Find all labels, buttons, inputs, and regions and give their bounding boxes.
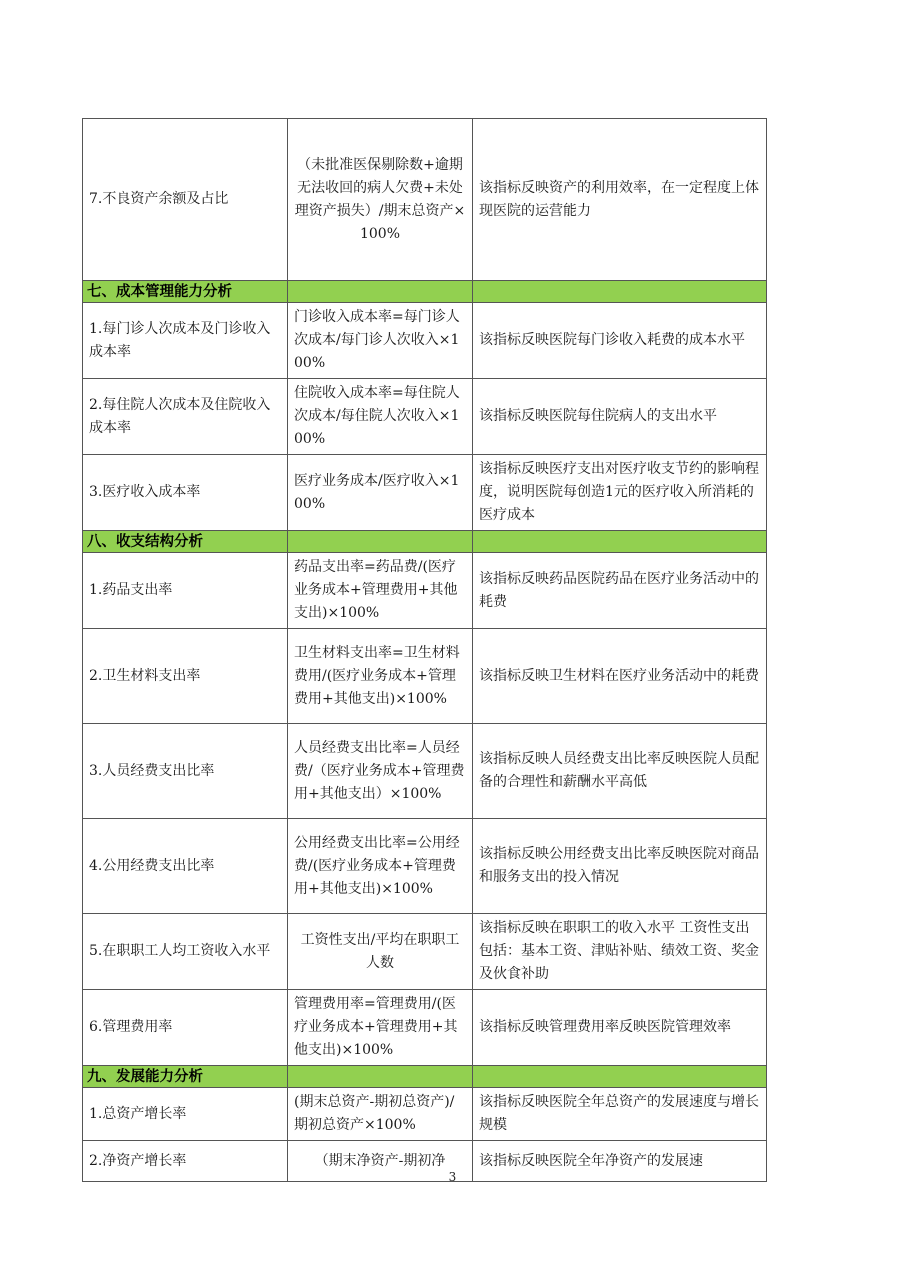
indicator-description: 该指标反映人员经费支出比率反映医院人员配备的合理性和薪酬水平高低 xyxy=(473,724,767,819)
indicator-formula: （期末净资产-期初净 xyxy=(288,1141,473,1182)
indicator-description: 该指标反映医院每住院病人的支出水平 xyxy=(473,379,767,455)
table-row xyxy=(83,119,767,281)
section-title: 九、发展能力分析 xyxy=(83,1066,288,1088)
indicator-formula: 门诊收入成本率=每门诊人次成本/每门诊人次收入×100% xyxy=(288,303,473,379)
table-row xyxy=(83,553,767,629)
indicator-description: 该指标反映药品医院药品在医疗业务活动中的耗费 xyxy=(473,553,767,629)
indicator-description: 该指标反映公用经费支出比率反映医院对商品和服务支出的投入情况 xyxy=(473,819,767,914)
section-empty-cell xyxy=(473,281,767,303)
indicator-description: 该指标反映医院全年总资产的发展速度与增长规模 xyxy=(473,1088,767,1141)
table-row xyxy=(83,819,767,914)
indicator-name: 2.净资产增长率 xyxy=(83,1141,288,1182)
indicator-name: 3.医疗收入成本率 xyxy=(83,455,288,531)
indicator-name: 4.公用经费支出比率 xyxy=(83,819,288,914)
indicator-description: 该指标反映医院全年净资产的发展速 xyxy=(473,1141,767,1182)
table-row xyxy=(83,303,767,379)
section-empty-cell xyxy=(288,1066,473,1088)
section-title: 八、收支结构分析 xyxy=(83,531,288,553)
indicator-name: 7.不良资产余额及占比 xyxy=(83,119,288,281)
indicator-formula: 住院收入成本率=每住院人次成本/每住院人次收入×100% xyxy=(288,379,473,455)
section-empty-cell xyxy=(473,531,767,553)
indicator-description: 该指标反映卫生材料在医疗业务活动中的耗费 xyxy=(473,629,767,724)
indicator-description: 该指标反映管理费用率反映医院管理效率 xyxy=(473,990,767,1066)
section-empty-cell xyxy=(288,531,473,553)
indicator-table xyxy=(82,118,767,1182)
indicator-formula: 管理费用率=管理费用/(医疗业务成本+管理费用+其他支出)×100% xyxy=(288,990,473,1066)
table-row xyxy=(83,1088,767,1141)
table-row xyxy=(83,455,767,531)
table-row xyxy=(83,629,767,724)
section-header-row xyxy=(83,531,767,553)
indicator-formula: （未批准医保剔除数+逾期无法收回的病人欠费+未处理资产损失）/期末总资产×100% xyxy=(288,119,473,281)
page-number: 3 xyxy=(448,1170,457,1184)
indicator-table-body xyxy=(83,119,767,1182)
indicator-description: 该指标反映医疗支出对医疗收支节约的影响程度，说明医院每创造1元的医疗收入所消耗的医疗成本 xyxy=(473,455,767,531)
indicator-name: 3.人员经费支出比率 xyxy=(83,724,288,819)
indicator-name: 1.总资产增长率 xyxy=(83,1088,288,1141)
section-empty-cell xyxy=(473,1066,767,1088)
section-empty-cell xyxy=(288,281,473,303)
indicator-name: 2.每住院人次成本及住院收入成本率 xyxy=(83,379,288,455)
table-row xyxy=(83,724,767,819)
indicator-formula: 卫生材料支出率=卫生材料费用/(医疗业务成本+管理费用+其他支出)×100% xyxy=(288,629,473,724)
indicator-formula: 医疗业务成本/医疗收入×100% xyxy=(288,455,473,531)
indicator-name: 1.药品支出率 xyxy=(83,553,288,629)
table-row xyxy=(83,379,767,455)
indicator-name: 1.每门诊人次成本及门诊收入成本率 xyxy=(83,303,288,379)
indicator-formula: 药品支出率=药品费/(医疗业务成本+管理费用+其他支出)×100% xyxy=(288,553,473,629)
indicator-description: 该指标反映资产的利用效率，在一定程度上体现医院的运营能力 xyxy=(473,119,767,281)
table-row xyxy=(83,914,767,990)
indicator-description: 该指标反映在职职工的收入水平 工资性支出包括：基本工资、津贴补贴、绩效工资、奖金及伙食补助 xyxy=(473,914,767,990)
section-header-row xyxy=(83,281,767,303)
table-row xyxy=(83,990,767,1066)
indicator-formula: 公用经费支出比率=公用经费/(医疗业务成本+管理费用+其他支出)×100% xyxy=(288,819,473,914)
indicator-formula: (期末总资产-期初总资产)/期初总资产×100% xyxy=(288,1088,473,1141)
indicator-formula: 人员经费支出比率=人员经费/（医疗业务成本+管理费用+其他支出）×100% xyxy=(288,724,473,819)
indicator-name: 5.在职职工人均工资收入水平 xyxy=(83,914,288,990)
section-header-row xyxy=(83,1066,767,1088)
indicator-name: 2.卫生材料支出率 xyxy=(83,629,288,724)
indicator-name: 6.管理费用率 xyxy=(83,990,288,1066)
indicator-formula: 工资性支出/平均在职职工人数 xyxy=(288,914,473,990)
section-title: 七、成本管理能力分析 xyxy=(83,281,288,303)
indicator-description: 该指标反映医院每门诊收入耗费的成本水平 xyxy=(473,303,767,379)
